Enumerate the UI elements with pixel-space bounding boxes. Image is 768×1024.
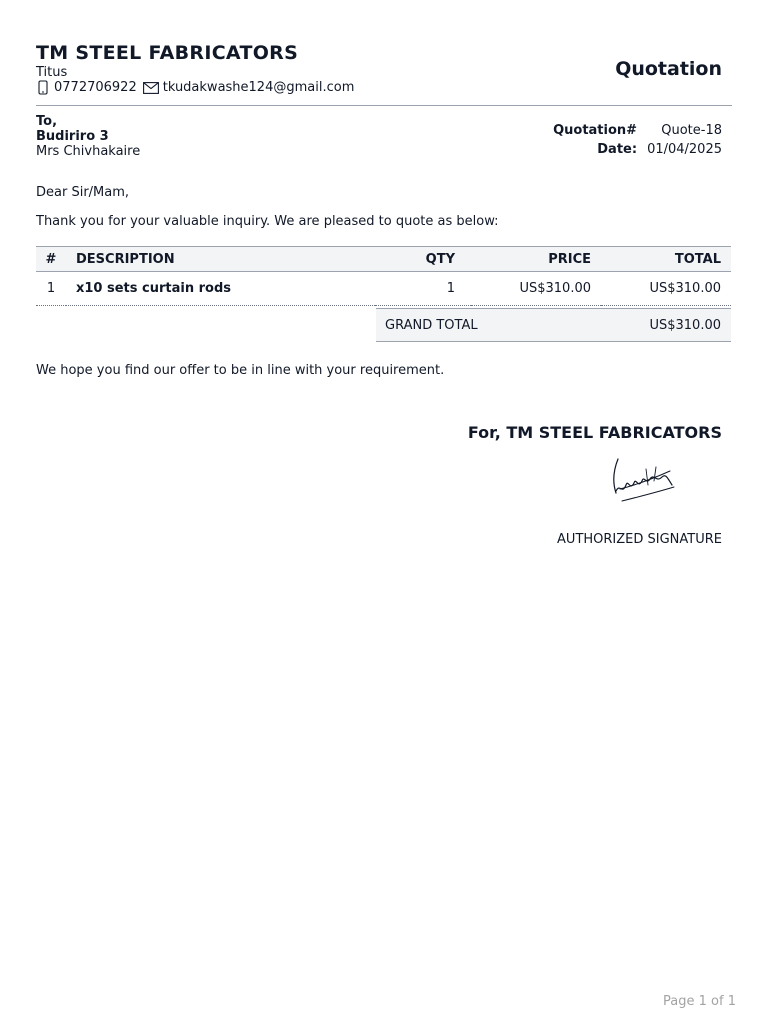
recipient-name: Budiriro 3 bbox=[36, 129, 109, 144]
quote-number-label: Quotation# bbox=[553, 123, 638, 138]
email-address: tkudakwashe124@gmail.com bbox=[162, 80, 355, 95]
col-description-header: DESCRIPTION bbox=[66, 247, 375, 272]
header-divider bbox=[36, 105, 732, 106]
grand-total-value: US$310.00 bbox=[649, 317, 721, 333]
grand-total-row bbox=[376, 308, 731, 342]
quote-date-label: Date: bbox=[597, 142, 638, 157]
document-title: Quotation bbox=[615, 58, 722, 80]
items-header-row bbox=[36, 247, 731, 272]
quote-date-value: 01/04/2025 bbox=[647, 142, 722, 157]
item-number: 1 bbox=[36, 272, 66, 306]
item-qty: 1 bbox=[375, 272, 471, 306]
item-total: US$310.00 bbox=[601, 272, 731, 306]
quote-meta bbox=[553, 122, 722, 160]
col-total-header: TOTAL bbox=[601, 247, 731, 272]
col-price-header: PRICE bbox=[471, 247, 601, 272]
page-number: Page 1 of 1 bbox=[663, 994, 736, 1009]
quote-date-row bbox=[553, 141, 722, 160]
recipient-person: Mrs Chivhakaire bbox=[36, 144, 141, 159]
quote-number-value: Quote-18 bbox=[661, 123, 722, 138]
email-icon bbox=[143, 82, 159, 94]
item-description: x10 sets curtain rods bbox=[66, 272, 375, 306]
phone-number: 0772706922 bbox=[54, 80, 137, 95]
recipient-label: To, bbox=[36, 114, 58, 129]
company-name: TM STEEL FABRICATORS bbox=[36, 42, 299, 64]
closing-text: We hope you find our offer to be in line with your requirement. bbox=[36, 363, 445, 378]
signature-image bbox=[608, 455, 680, 511]
quote-number-row bbox=[553, 122, 722, 141]
authorized-signature-label: AUTHORIZED SIGNATURE bbox=[557, 532, 722, 547]
for-company: For, TM STEEL FABRICATORS bbox=[467, 423, 722, 442]
col-qty-header: QTY bbox=[375, 247, 471, 272]
intro-text: Thank you for your valuable inquiry. We are pleased to quote as below: bbox=[36, 214, 499, 229]
phone-icon bbox=[36, 80, 50, 95]
contact-line bbox=[36, 80, 354, 95]
table-row bbox=[36, 272, 731, 306]
grand-total-label: GRAND TOTAL bbox=[385, 317, 478, 333]
greeting: Dear Sir/Mam, bbox=[36, 185, 130, 200]
item-price: US$310.00 bbox=[471, 272, 601, 306]
contact-person: Titus bbox=[36, 65, 68, 80]
items-table bbox=[36, 246, 731, 306]
col-number-header: # bbox=[36, 247, 66, 272]
